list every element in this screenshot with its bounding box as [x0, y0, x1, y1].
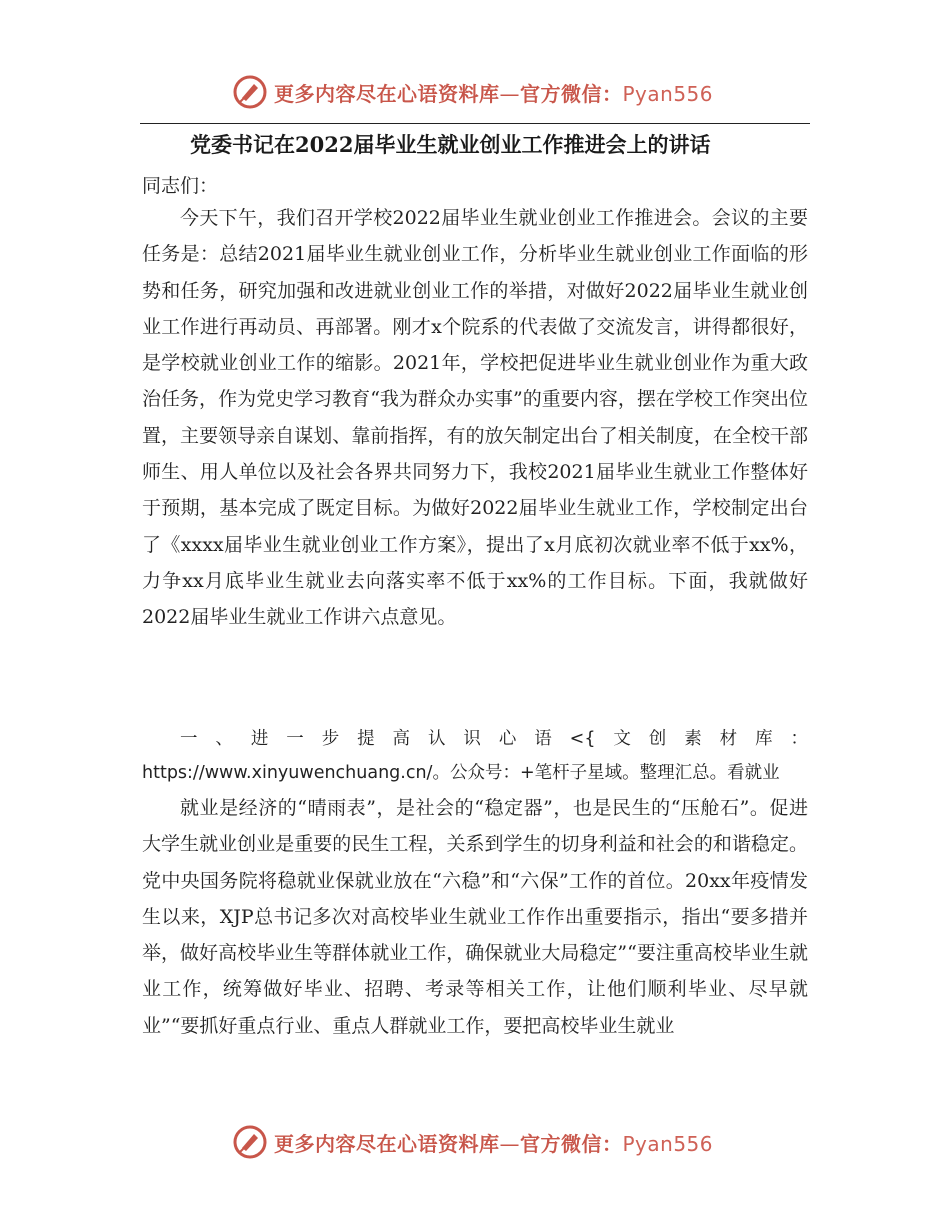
- paragraph-1: 今天下午，我们召开学校2022届毕业生就业创业工作推进会。会议的主要任务是：总结2021届毕业生就业创业工作，分析毕业生就业创业工作面临的形势和任务，研究加强和改进就业创业工作的举措，对做好2022届毕业生就业创业工作进行再动员、再部署。刚才x个院系的代表做了交流发言，讲得都很好，是学校就业创业工作的缩影。2021年，学校把促进毕业生就业创业作为重大政治任务，作为党史学习教育“我为群众办实事”的重要内容，摆在学校工作突出位置，主要领导亲自谋划、靠前指挥，有的放矢制定出台了相关制度，在全校干部师生、用人单位以及社会各界共同努力下，我校2021届毕业生就业工作整体好于预期，基本完成了既定目标。为做好2022届毕业生就业工作，学校制定出台了《xxxx届毕业生就业创业工作方案》，提出了x月底初次就业率不低于xx%，力争xx月底毕业生就业去向落实率不低于xx%的工作目标。下面，我就做好2022届毕业生就业工作讲六点意见。: [142, 207, 808, 629]
- banner-title: 更多内容尽在心语资料库: [274, 81, 500, 106]
- seal-logo-icon: [232, 74, 268, 110]
- footer-banner-text: [274, 1128, 713, 1157]
- footer-banner-title: 更多内容尽在心语资料库: [274, 1131, 500, 1156]
- banner-dash: —: [499, 81, 520, 106]
- greeting: 同志们：: [142, 175, 219, 197]
- banner-content: [232, 72, 713, 112]
- section-heading-1: 一、进一步提高认识心语<{文创素材库：https://www.xinyuwenchuang.cn/。公众号：+笔杆子星域。整理汇总。看就业: [142, 729, 808, 783]
- footer-banner-dash: —: [499, 1131, 520, 1156]
- footer-banner-content: [232, 1122, 713, 1162]
- footer-banner-wechat-id: Pyan556: [622, 1131, 714, 1156]
- footer-banner-subtitle: 官方微信：: [520, 1131, 623, 1156]
- banner-subtitle: 官方微信：: [520, 81, 623, 106]
- header-rule: [140, 123, 810, 124]
- paragraph-2: 就业是经济的“晴雨表”，是社会的“稳定器”，也是民生的“压舱石”。促进大学生就业创业是重要的民生工程，关系到学生的切身利益和社会的和谐稳定。党中央国务院将稳就业保就业放在“六稳”和“六保”工作的首位。20xx年疫情发生以来，XJP总书记多次对高校毕业生就业工作作出重要指示，指出“要多措并举，做好高校毕业生等群体就业工作，确保就业大局稳定”“要注重高校毕业生就业工作，统筹做好毕业、招聘、考录等相关工作，让他们顺利毕业、尽早就业”“要抓好重点行业、重点人群就业工作，要把高校毕业生就业: [142, 797, 808, 1037]
- banner-wechat-id: Pyan556: [622, 81, 714, 106]
- footer-banner: [0, 1120, 950, 1164]
- banner-text: [274, 78, 713, 107]
- document-title: 党委书记在2022届毕业生就业创业工作推进会上的讲话: [190, 132, 711, 157]
- header-banner: [0, 70, 950, 114]
- seal-logo-icon: [232, 1124, 268, 1160]
